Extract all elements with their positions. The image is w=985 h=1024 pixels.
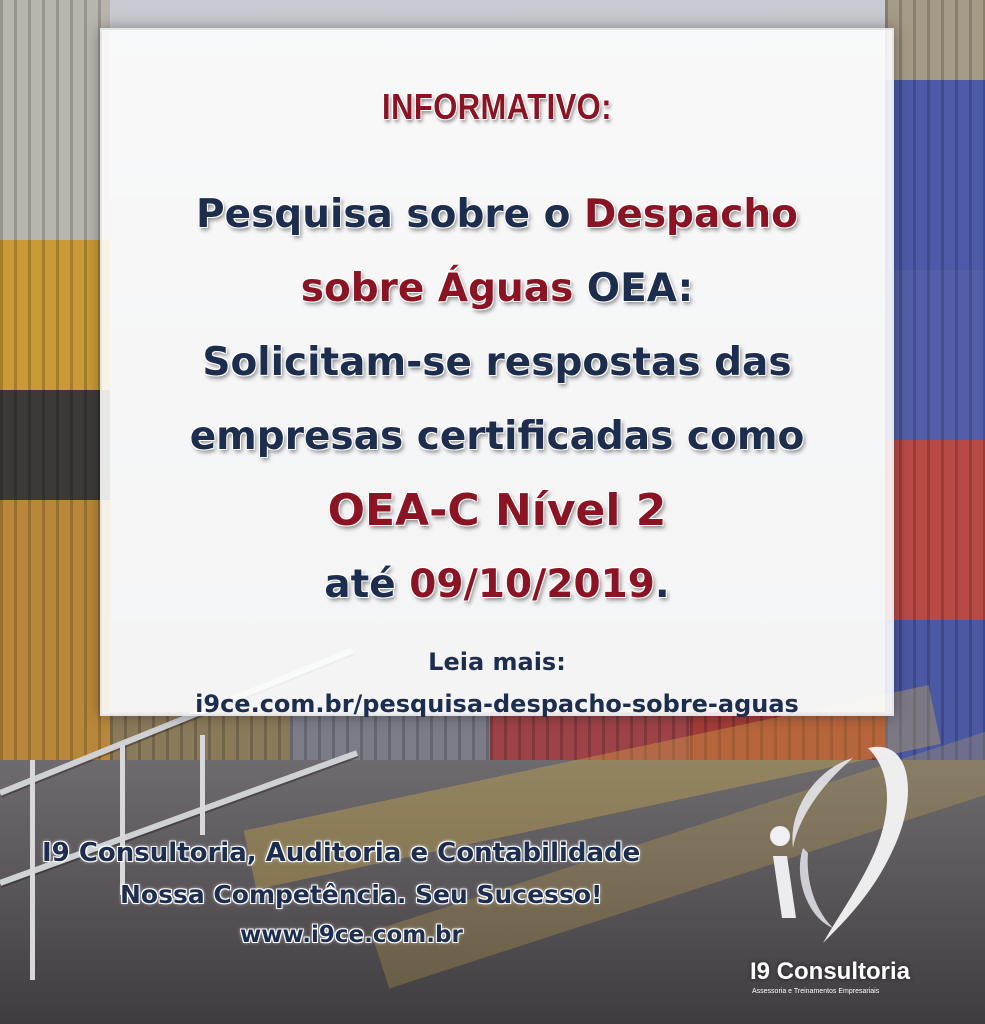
company-name: I9 Consultoria, Auditoria e Contabilidade [42,838,641,868]
container-stack-left [0,0,110,760]
card-headline [102,178,892,622]
read-more-label: Leia mais: [428,648,566,676]
company-website[interactable]: www.i9ce.com.br [240,922,463,948]
railing-post [30,760,35,980]
logo-tagline: Assessoria e Treinamentos Empresariais [752,988,880,995]
headline-highlight: sobre Águas [300,266,574,311]
headline-line-5: OEA-C Nível 2 [327,485,667,536]
container-stack-right [885,0,985,800]
headline-line-6 [102,548,892,622]
i9-logo-icon [748,728,928,968]
headline-highlight: Despacho [584,192,798,237]
company-slogan: Nossa Competência. Seu Sucesso! [120,880,603,909]
card-heading: INFORMATIVO: [382,86,612,127]
headline-text: . [654,562,670,607]
headline-line-3: Solicitam-se respostas das [202,340,792,385]
logo-name: I9 Consultoria [750,958,911,985]
headline-text: OEA: [573,266,694,311]
read-more-link[interactable]: i9ce.com.br/pesquisa-despacho-sobre-aguas [195,690,799,718]
headline-line-4: empresas certificadas como [189,414,805,459]
headline-text: até [324,562,410,607]
headline-line-2 [102,252,892,326]
railing-post [120,745,125,895]
deadline-date: 09/10/2019 [409,562,655,607]
railing-post [200,735,205,835]
headline-line-1 [102,178,892,252]
announcement-card [100,28,894,716]
headline-text: Pesquisa sobre o [196,192,584,237]
